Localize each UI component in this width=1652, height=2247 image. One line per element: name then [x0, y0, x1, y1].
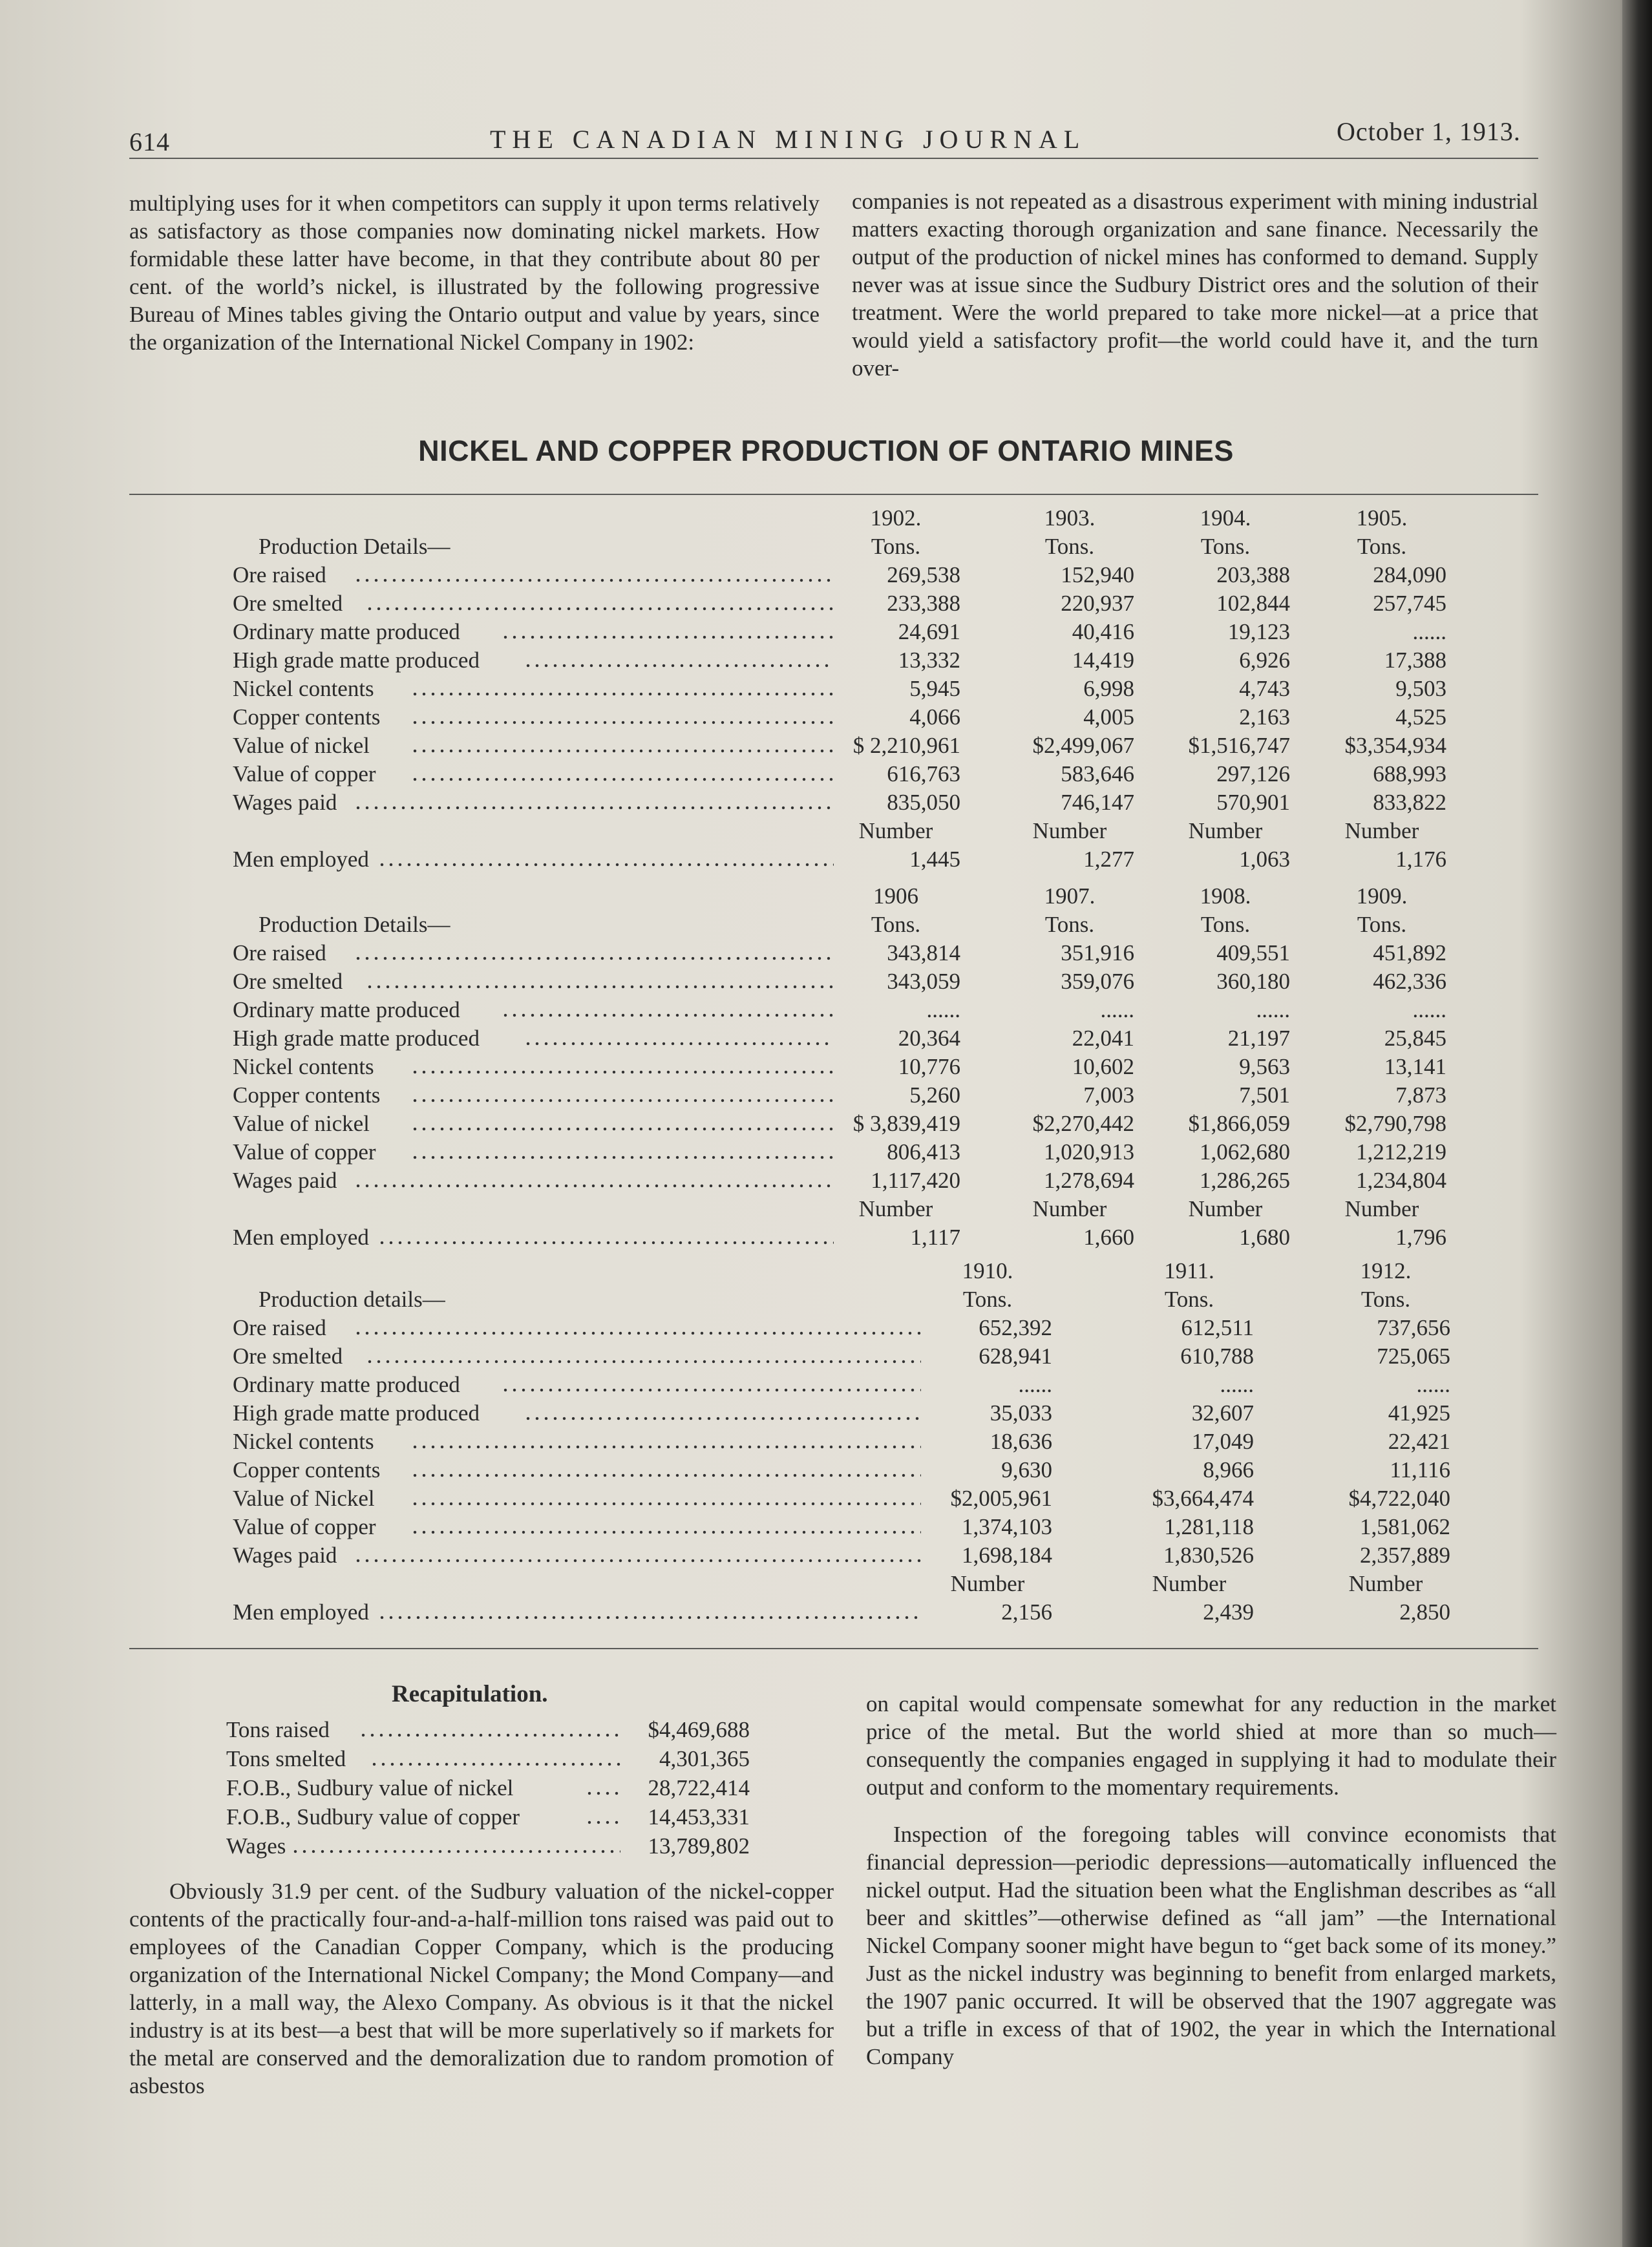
page-number: 614: [129, 127, 170, 156]
table-cell: 1,830,526: [1163, 1543, 1254, 1568]
table-cell: $2,270,442: [1032, 1111, 1134, 1136]
table-cell: 6,926: [1239, 648, 1290, 673]
table-cell: 17,388: [1384, 648, 1446, 673]
table-cell: 10,602: [1072, 1054, 1134, 1079]
table-cell: 343,814: [887, 940, 960, 965]
year-header: 1904.: [1200, 505, 1251, 531]
table-cell: 9,563: [1239, 1054, 1290, 1079]
year-header: 1910.: [962, 1258, 1013, 1283]
men-employed-cell: 1,680: [1239, 1225, 1290, 1250]
row-label-men-employed: Men employed: [233, 1599, 369, 1625]
table-cell: $3,664,474: [1152, 1486, 1254, 1511]
table-cell: ......: [1220, 1372, 1254, 1397]
row-label: Value of nickel: [233, 1111, 370, 1136]
row-label: High grade matte produced: [233, 648, 480, 673]
table-cell: ......: [1412, 619, 1446, 644]
row-label: Copper contents: [233, 1457, 381, 1482]
table-cell: ......: [1412, 997, 1446, 1022]
number-header: Number: [1348, 1571, 1423, 1596]
row-label: Ordinary matte produced: [233, 1372, 460, 1397]
unit-header: Tons.: [1200, 912, 1251, 937]
table-cell: 360,180: [1216, 969, 1290, 994]
dot-leader: [354, 1314, 921, 1342]
table-cell: 1,374,103: [962, 1514, 1052, 1539]
table-cell: 616,763: [887, 761, 960, 786]
year-header: 1909.: [1356, 883, 1408, 909]
recap-label: F.O.B., Sudbury value of nickel: [226, 1775, 514, 1800]
table-cell: 13,141: [1384, 1054, 1446, 1079]
men-employed-cell: 1,117: [910, 1225, 960, 1250]
table-cell: 5,260: [909, 1082, 960, 1108]
row-label: Nickel contents: [233, 1054, 374, 1079]
bottom-right-paragraph-2: Inspection of the foregoing tables will convince economists that financial depression—periodic depressions—automatically influenced the nickel output. Had the situation been what the Englishman describes as “all beer and skittles”—otherwise defined as “all jam” —the International Nickel Company sooner might have begun to “get back some of its money.” Just as the nickel industry was beginning to benefit from enlarged markets, the 1907 panic occurred. It will be observed that the 1907 aggregate was but a trifle in excess of that of 1902, the year in which the International Company: [866, 1822, 1556, 2069]
year-header: 1903.: [1044, 505, 1096, 531]
table-cell: 20,364: [898, 1026, 960, 1051]
table-cell: 297,126: [1216, 761, 1290, 786]
table-cell: 7,873: [1395, 1082, 1446, 1108]
men-employed-cell: 1,176: [1395, 847, 1446, 872]
table-cell: 746,147: [1061, 790, 1134, 815]
table-cell: 7,003: [1083, 1082, 1134, 1108]
table-cell: 343,059: [887, 969, 960, 994]
table-cell: 7,501: [1239, 1082, 1290, 1108]
table-cell: 9,503: [1395, 676, 1446, 701]
men-employed-cell: 1,660: [1083, 1225, 1134, 1250]
row-label: Nickel contents: [233, 676, 374, 701]
table-cell: 1,286,265: [1200, 1168, 1290, 1193]
table-cell: 583,646: [1061, 761, 1134, 786]
page-edge-shadow: [1622, 0, 1652, 2247]
dot-leader: [410, 1428, 922, 1456]
recap-value: 4,301,365: [659, 1746, 750, 1771]
unit-header: Tons.: [1361, 1287, 1411, 1312]
number-header: Number: [1032, 818, 1107, 843]
section-heading: Production details—: [259, 1287, 445, 1312]
men-employed-cell: 2,156: [1001, 1599, 1052, 1625]
number-header: Number: [858, 1196, 933, 1221]
table-cell: 257,745: [1373, 591, 1446, 616]
row-label: Ore smelted: [233, 1344, 343, 1369]
dot-leader: [365, 1342, 922, 1371]
table-cell: 737,656: [1377, 1315, 1450, 1340]
row-label: Wages paid: [233, 1543, 337, 1568]
number-header: Number: [1344, 818, 1419, 843]
table-cell: 35,033: [990, 1400, 1052, 1426]
number-header: Number: [1188, 1196, 1263, 1221]
row-label: Ore raised: [233, 940, 326, 965]
recap-label: F.O.B., Sudbury value of copper: [226, 1804, 520, 1830]
table-cell: 1,698,184: [962, 1543, 1052, 1568]
men-employed-cell: 1,796: [1395, 1225, 1446, 1250]
table-cell: 4,066: [909, 704, 960, 730]
table-cell: 22,421: [1388, 1429, 1450, 1454]
table-cell: ......: [926, 997, 960, 1022]
unit-header: Tons.: [1357, 534, 1407, 559]
row-label: Ordinary matte produced: [233, 997, 460, 1022]
table-cell: 628,941: [979, 1344, 1052, 1369]
journal-title: THE CANADIAN MINING JOURNAL: [490, 125, 1086, 154]
table-cell: 409,551: [1216, 940, 1290, 965]
dot-leader: [410, 1513, 922, 1541]
intro-right-text: companies is not repeated as a disastrous experiment with mining industrial matters exacting thorough organization and sane finance. Necessarily the output of the production of nickel mines has conformed to demand. Supply never was at issue since the Sudbury District ores and the solution of their treatment. Were the world prepared to take more nickel—at a price that would yield a satisfactory profit—the world could have it, and the turn over-: [852, 189, 1538, 381]
table-cell: 4,743: [1239, 676, 1290, 701]
row-label: Ore smelted: [233, 969, 343, 994]
number-header: Number: [1152, 1571, 1227, 1596]
year-header: 1906: [873, 883, 918, 909]
recap-label: Wages: [226, 1833, 286, 1859]
bottom-left-column: [129, 1877, 834, 2100]
table-cell: 284,090: [1373, 562, 1446, 587]
table-cell: 24,691: [898, 619, 960, 644]
row-label: High grade matte produced: [233, 1026, 480, 1051]
section-heading: Production Details—: [259, 534, 450, 559]
issue-date: October 1, 1913.: [1337, 117, 1521, 146]
year-header: 1902.: [870, 505, 922, 531]
table-cell: 1,234,804: [1356, 1168, 1446, 1193]
number-header: Number: [1188, 818, 1263, 843]
table-cell: 6,998: [1083, 676, 1134, 701]
row-label-men-employed: Men employed: [233, 1225, 369, 1250]
unit-header: Tons.: [1164, 1287, 1214, 1312]
table-cell: 40,416: [1072, 619, 1134, 644]
recap-value: 14,453,331: [648, 1804, 750, 1830]
dot-leader: [377, 1598, 921, 1627]
table-cell: 610,788: [1180, 1344, 1254, 1369]
men-employed-cell: 1,063: [1239, 847, 1290, 872]
unit-header: Tons.: [1357, 912, 1407, 937]
table-cell: 688,993: [1373, 761, 1446, 786]
recap-label: Tons raised: [226, 1717, 330, 1742]
table-cell: 203,388: [1216, 562, 1290, 587]
table-cell: $1,866,059: [1188, 1111, 1290, 1136]
row-label: Nickel contents: [233, 1429, 374, 1454]
table-cell: $4,722,040: [1348, 1486, 1450, 1511]
table-cell: 5,945: [909, 676, 960, 701]
table-cell: 269,538: [887, 562, 960, 587]
table-cell: 652,392: [979, 1315, 1052, 1340]
year-header: 1912.: [1360, 1258, 1412, 1283]
row-label: Copper contents: [233, 1082, 381, 1108]
table-cell: 18,636: [990, 1429, 1052, 1454]
table-cell: 9,630: [1001, 1457, 1052, 1482]
table-cell: 13,332: [898, 648, 960, 673]
dot-leader: [354, 1541, 921, 1570]
unit-header: Tons.: [871, 912, 921, 937]
row-label: Value of nickel: [233, 733, 370, 758]
unit-header: Tons.: [1200, 534, 1251, 559]
row-label: Value of copper: [233, 761, 376, 786]
number-header: Number: [1344, 1196, 1419, 1221]
table-cell: 17,049: [1191, 1429, 1254, 1454]
table-cell: 102,844: [1216, 591, 1290, 616]
row-label: Ore smelted: [233, 591, 343, 616]
intro-right-column: [852, 187, 1538, 382]
table-cell: 10,776: [898, 1054, 960, 1079]
table-cell: 806,413: [887, 1139, 960, 1165]
table-cell: 4,005: [1083, 704, 1134, 730]
table-title: NICKEL AND COPPER PRODUCTION OF ONTARIO MINES: [418, 434, 1234, 467]
table-cell: 1,020,913: [1044, 1139, 1134, 1165]
table-cell: 21,197: [1227, 1026, 1290, 1051]
number-header: Number: [950, 1571, 1025, 1596]
table-cell: 14,419: [1072, 648, 1134, 673]
table-cell: $ 3,839,419: [852, 1111, 960, 1136]
unit-header: Tons.: [1044, 912, 1095, 937]
table-cell: ......: [1256, 997, 1290, 1022]
table-cell: 41,925: [1388, 1400, 1450, 1426]
table-cell: 152,940: [1061, 562, 1134, 587]
table-cell: 11,116: [1390, 1457, 1450, 1482]
row-label: High grade matte produced: [233, 1400, 480, 1426]
year-header: 1905.: [1356, 505, 1408, 531]
number-header: Number: [1032, 1196, 1107, 1221]
table-cell: $2,005,961: [950, 1486, 1052, 1511]
table-cell: $2,790,798: [1344, 1111, 1446, 1136]
year-header: 1911.: [1164, 1258, 1214, 1283]
table-cell: 2,357,889: [1360, 1543, 1450, 1568]
year-header: 1908.: [1200, 883, 1251, 909]
recap-value: 13,789,802: [648, 1833, 750, 1859]
table-cell: 1,281,118: [1164, 1514, 1254, 1539]
unit-header: Tons.: [1044, 534, 1095, 559]
row-label: Value of copper: [233, 1514, 376, 1539]
table-cell: 233,388: [887, 591, 960, 616]
table-cell: 8,966: [1203, 1457, 1254, 1482]
row-label: Ore raised: [233, 1315, 326, 1340]
table-cell: 1,062,680: [1200, 1139, 1290, 1165]
unit-header: Tons.: [871, 534, 921, 559]
table-cell: 4,525: [1395, 704, 1446, 730]
intro-left-column: [129, 189, 820, 356]
table-cell: $ 2,210,961: [852, 733, 960, 758]
table-cell: 359,076: [1061, 969, 1134, 994]
unit-header: Tons.: [962, 1287, 1013, 1312]
table-cell: 725,065: [1377, 1344, 1450, 1369]
table-cell: 351,916: [1061, 940, 1134, 965]
table-cell: 1,117,420: [871, 1168, 960, 1193]
row-label-men-employed: Men employed: [233, 847, 369, 872]
row-label: Wages paid: [233, 790, 337, 815]
section-heading: Production Details—: [259, 912, 450, 937]
table-cell: 835,050: [887, 790, 960, 815]
number-header: Number: [858, 818, 933, 843]
table-cell: 220,937: [1061, 591, 1134, 616]
header-rule: [129, 158, 1538, 159]
recap-value: $4,469,688: [648, 1717, 750, 1742]
table-cell: 19,123: [1227, 619, 1290, 644]
recap-label: Tons smelted: [226, 1746, 346, 1771]
row-label: Wages paid: [233, 1168, 337, 1193]
year-header: 1907.: [1044, 883, 1096, 909]
men-employed-cell: 1,277: [1083, 847, 1134, 872]
table-cell: 451,892: [1373, 940, 1446, 965]
table-cell: 612,511: [1181, 1315, 1254, 1340]
recap-value: 28,722,414: [648, 1775, 750, 1800]
table-cell: ......: [1100, 997, 1134, 1022]
table-cell: 32,607: [1191, 1400, 1254, 1426]
dot-leader: [410, 1456, 922, 1484]
table-cell: $2,499,067: [1032, 733, 1134, 758]
table-cell: 2,163: [1239, 704, 1290, 730]
bottom-right-paragraph-1: on capital would compensate somewhat for any reduction in the market price of the metal. But the world shied at more than so much—consequently the companies engaged in supplying it had to modulate their output and conform to the momentary requirements.: [866, 1691, 1556, 1800]
table-cell: 570,901: [1216, 790, 1290, 815]
row-label: Value of copper: [233, 1139, 376, 1165]
table-cell: 1,212,219: [1356, 1139, 1446, 1165]
table-cell: $1,516,747: [1188, 733, 1290, 758]
table-cell: ......: [1018, 1372, 1052, 1397]
table-top-rule: [129, 494, 1538, 495]
row-label: Ordinary matte produced: [233, 619, 460, 644]
table-bottom-rule: [129, 1648, 1538, 1649]
table-cell: 25,845: [1384, 1026, 1446, 1051]
table-cell: 22,041: [1072, 1026, 1134, 1051]
row-label: Value of Nickel: [233, 1486, 375, 1511]
dot-leader: [410, 1484, 922, 1513]
table-cell: 833,822: [1373, 790, 1446, 815]
men-employed-cell: 2,439: [1203, 1599, 1254, 1625]
men-employed-cell: 1,445: [909, 847, 960, 872]
table-cell: 1,581,062: [1360, 1514, 1450, 1539]
recap-title: Recapitulation.: [392, 1681, 548, 1707]
row-label: Ore raised: [233, 562, 326, 587]
table-cell: $3,354,934: [1344, 733, 1446, 758]
bottom-right-column: [866, 1690, 1556, 2071]
men-employed-cell: 2,850: [1399, 1599, 1450, 1625]
row-label: Copper contents: [233, 704, 381, 730]
intro-left-text: multiplying uses for it when competitors can supply it upon terms relatively as satisfactory as those companies now dominating nickel markets. How formidable these latter have become, in that they contribute about 80 per cent. of the world’s nickel, is illustrated by the following progressive Bureau of Mines tables giving the Ontario output and value by years, since the organization of the International Nickel Company in 1902:: [129, 191, 820, 355]
table-cell: 1,278,694: [1044, 1168, 1134, 1193]
table-cell: ......: [1416, 1372, 1450, 1397]
table-cell: 462,336: [1373, 969, 1446, 994]
bottom-left-paragraph: Obviously 31.9 per cent. of the Sudbury valuation of the nickel-copper contents of the practically four-and-a-half-million tons raised was paid out to employees of the Canadian Copper Company, which is the producing organization of the International Nickel Company; the Mond Company—and latterly, in a mall way, the Alexo Company. As obvious is it that the nickel industry is at its best—a best that will be more superlatively so if markets for the metal are conserved and the demoralization due to random promotion of asbestos: [129, 1879, 834, 2098]
